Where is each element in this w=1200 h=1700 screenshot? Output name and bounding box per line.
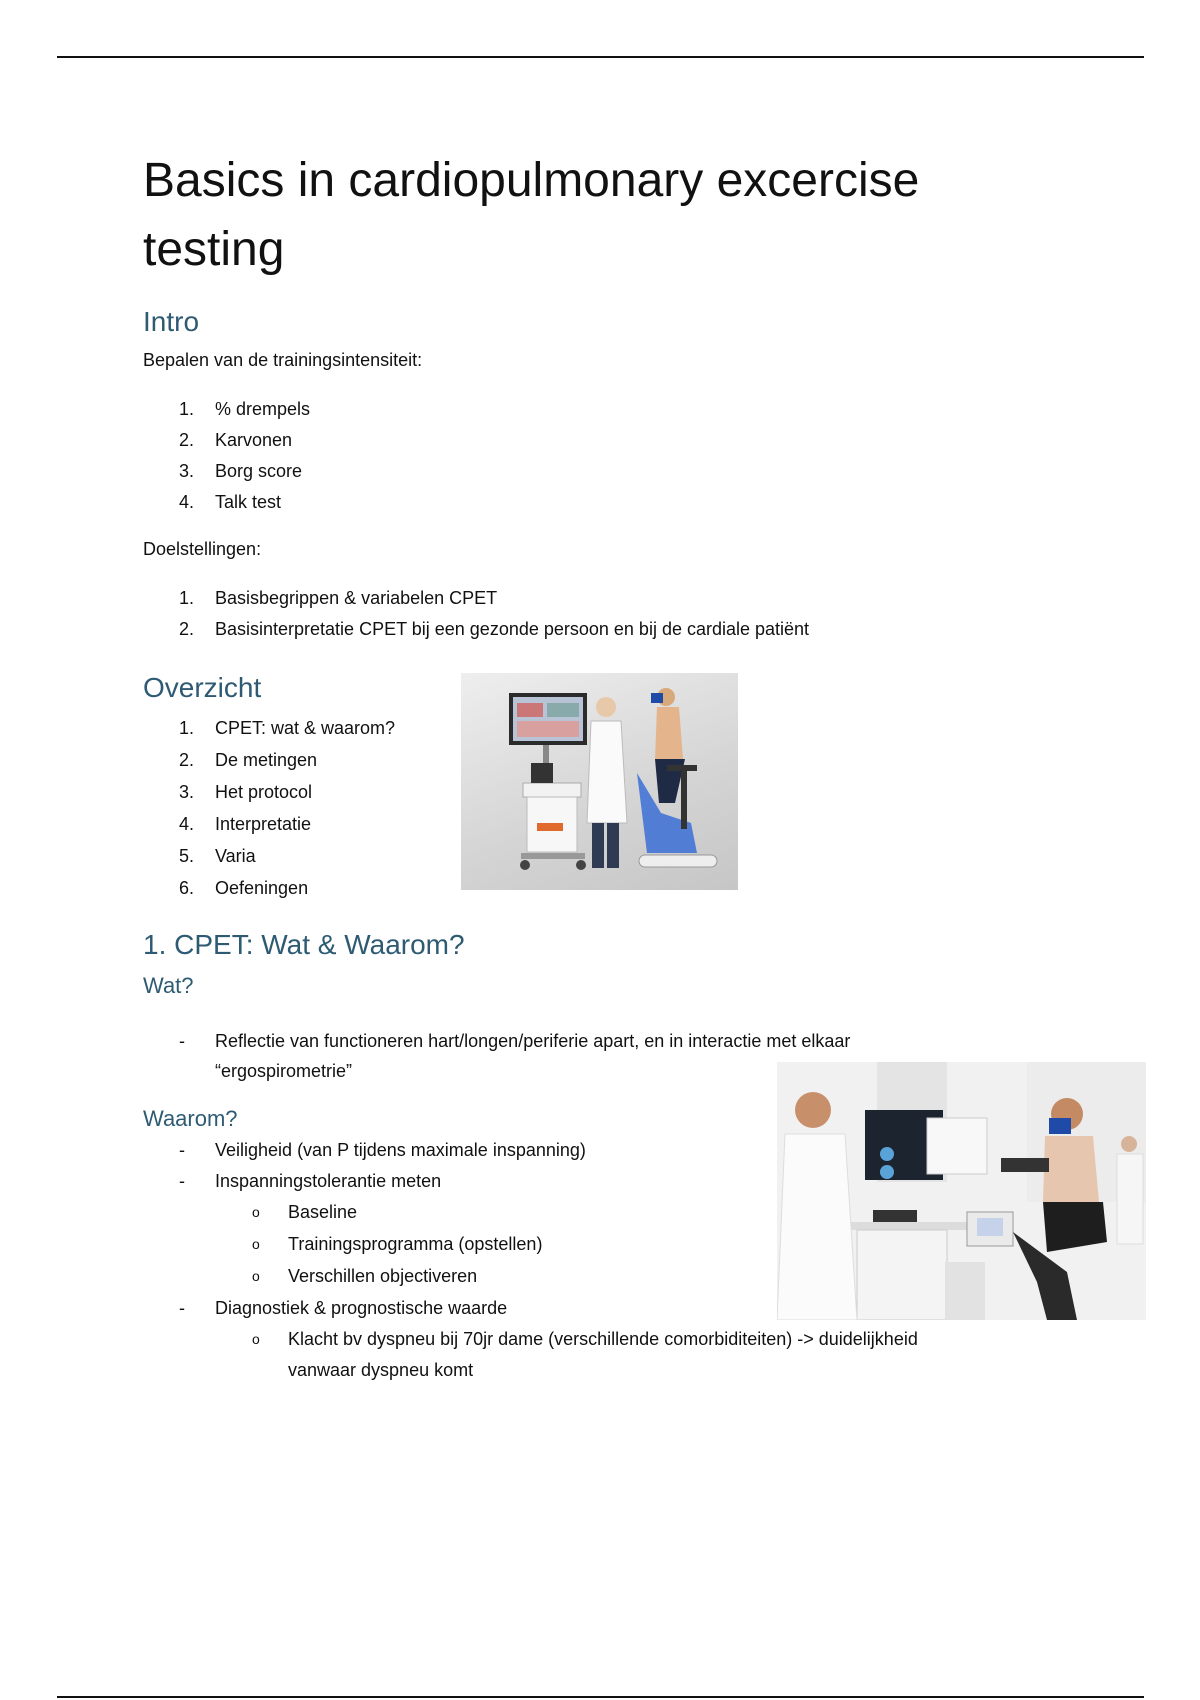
- list-item: [179, 872, 449, 904]
- section1-heading: 1. CPET: Wat & Waarom?: [143, 929, 465, 960]
- title-line-1: Basics in cardiopulmonary excercise: [143, 154, 920, 207]
- list-item-text: Oefeningen: [215, 878, 309, 898]
- list-item-text: % drempels: [215, 399, 311, 419]
- bullet-dash: -: [179, 1171, 185, 1191]
- list-item: [179, 394, 879, 425]
- cpet-equipment-photo: [461, 673, 738, 890]
- list-item-text: De metingen: [215, 750, 318, 770]
- bottom-rule: [57, 1696, 1144, 1698]
- list-item: [179, 614, 979, 645]
- title-line-2: testing: [143, 223, 285, 276]
- bullet-dash: -: [179, 1031, 185, 1051]
- list-item: [179, 456, 879, 487]
- overzicht-heading: Overzicht: [143, 672, 262, 703]
- list-number: 1.: [179, 399, 195, 419]
- list-item-text: Diagnostiek & prognostische waarde: [215, 1298, 508, 1318]
- list-number: 4.: [179, 492, 195, 512]
- waarom-heading: Waarom?: [143, 1106, 238, 1131]
- bullet-circle: o: [252, 1268, 260, 1284]
- list-item-text: Verschillen objectiveren: [288, 1266, 478, 1286]
- list-item: [179, 808, 449, 840]
- list-item: [179, 425, 879, 456]
- sub-list-item: [252, 1324, 999, 1388]
- bullet-dash: -: [179, 1298, 185, 1318]
- list-number: 2.: [179, 430, 195, 450]
- list-item-text: Basisinterpretatie CPET bij een gezonde persoon en bij de cardiale patiënt: [215, 619, 810, 639]
- wat-line-1: Reflectie van functioneren hart/longen/periferie apart, en in interactie met elkaar: [215, 1031, 851, 1051]
- list-number: 5.: [179, 846, 195, 866]
- intro-lead: Bepalen van de trainingsintensiteit:: [143, 350, 423, 370]
- intro-heading: Intro: [143, 306, 200, 337]
- list-item: [179, 583, 979, 614]
- list-item-text: Varia: [215, 846, 256, 866]
- bullet-circle: o: [252, 1331, 260, 1347]
- wat-bullet-text: [215, 1026, 850, 1086]
- list-item-text: Karvonen: [215, 430, 293, 450]
- list-item-text: CPET: wat & waarom?: [215, 718, 396, 738]
- list-item-text: Veiligheid (van P tijdens maximale inspanning): [215, 1140, 586, 1160]
- bullet-dash: -: [179, 1140, 185, 1160]
- list-item: [179, 712, 449, 744]
- goals-list: [179, 583, 979, 645]
- list-item: [179, 487, 879, 518]
- list-item-text: Het protocol: [215, 782, 313, 802]
- list-number: 6.: [179, 878, 195, 898]
- list-item-text: Talk test: [215, 492, 282, 512]
- list-number: 2.: [179, 750, 195, 770]
- list-item: [179, 776, 449, 808]
- list-number: 1.: [179, 718, 195, 738]
- list-item-text: Interpretatie: [215, 814, 312, 834]
- top-rule: [57, 56, 1144, 58]
- list-number: 4.: [179, 814, 195, 834]
- wat-line-2: “ergospirometrie”: [215, 1061, 353, 1081]
- list-item-text: Baseline: [288, 1202, 358, 1222]
- list-item-text: [288, 1324, 918, 1386]
- list-item: [179, 840, 449, 872]
- list-item-text: Inspanningstolerantie meten: [215, 1171, 442, 1191]
- list-number: 1.: [179, 588, 195, 608]
- overzicht-list: [179, 712, 449, 904]
- list-number: 2.: [179, 619, 195, 639]
- list-item-text: Trainingsprogramma (opstellen): [288, 1234, 543, 1254]
- intro-list: [179, 394, 879, 518]
- list-item: [179, 744, 449, 776]
- list-number: 3.: [179, 782, 195, 802]
- bullet-circle: o: [252, 1204, 260, 1220]
- wat-heading: Wat?: [143, 973, 194, 998]
- goals-label: Doelstellingen:: [143, 539, 262, 559]
- page-title: [143, 146, 1043, 284]
- ergospirometry-illustration: [777, 1062, 1146, 1320]
- klacht-line-1: Klacht bv dyspneu bij 70jr dame (verschillende comorbiditeiten) -> duidelijkheid: [288, 1329, 918, 1349]
- klacht-line-2: vanwaar dyspneu komt: [288, 1360, 474, 1380]
- cpet-equipment-illustration: [461, 673, 738, 890]
- list-item-text: Basisbegrippen & variabelen CPET: [215, 588, 498, 608]
- ergospirometry-photo: [777, 1062, 1146, 1320]
- bullet-circle: o: [252, 1236, 260, 1252]
- list-number: 3.: [179, 461, 195, 481]
- list-item-text: Borg score: [215, 461, 303, 481]
